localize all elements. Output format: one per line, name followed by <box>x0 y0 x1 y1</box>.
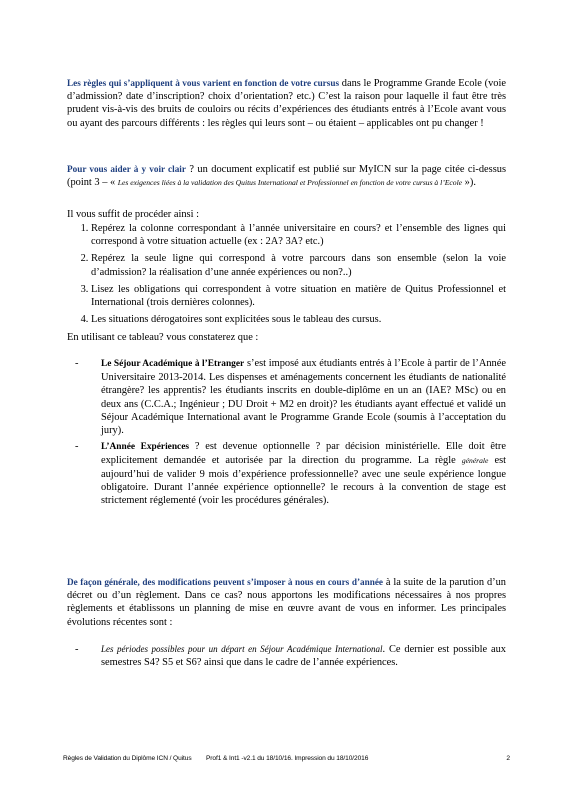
help-document-title: Les exigences liées à la validation des Quitus International et Professionnel en fonction de votre cursus à l’Ecole <box>117 178 463 188</box>
changes-paragraph <box>67 576 506 629</box>
help-body: ? un document explicatif est publié sur MyICN sur la page citée ci-dessus (point 3 – « <box>67 164 506 189</box>
step-item: 3. Lisez les obligations qui correspondent à votre situation en matière de Quitus Professionnel et International (trois dernières colonnes). <box>91 283 506 309</box>
step-item: 2. Repérez la seule ligne qui correspond à votre parcours dans son ensemble (selon la voie d’admission? la réalisation d’une année expériences ou non?..) <box>91 252 506 278</box>
experience-year-italic: générale <box>461 456 489 466</box>
recent-changes-list <box>67 643 506 672</box>
changes-body: à la suite de la parution d’un décret ou d’un règlement. Dans ce cas? nous apportons les modifications nécessaires à nos propres règlements et établissons un planning de mise en œuvre avant de vous en informer. Les principales évolutions récentes sont : <box>67 577 506 628</box>
footer-document-title: Règles de Validation du Diplôme ICN / Quitus <box>63 755 192 762</box>
step-item: 1. Repérez la colonne correspondant à l’année universitaire en cours? et l’ensemble des lignes qui correspond à votre situation actuelle (ex : 2A? 3A? etc.) <box>91 222 506 248</box>
intro-paragraph <box>67 77 506 130</box>
page-footer <box>63 752 510 765</box>
help-paragraph <box>67 163 506 189</box>
experience-year-body-end: est aujourd’hui de valider 9 mois d’expérience professionnelle? avec une seule expérience longue obligatoire. Durant l’année expérience optionnelle? le recours à la convention de stage est strictement réglementé (voir les procédures générales). <box>101 455 507 507</box>
procedure-intro: Il vous suffit de procéder ainsi : <box>67 209 199 220</box>
study-abroad-body: s’est imposé aux étudiants entrés à l’Ecole à partir de l’Année Universitaire 2013-2014. Les dispenses et aménagements concernent les étudiants de nationalité étrangère? les apprentis? les étudiants inscrits en double-diplôme en un an (IAE? MSc) ou en deux ans (C.C.A.; Ingénieur ; DU Droit + M2 en droit)? les étudiants ayant effectué et validé un Séjour Académique International avant le Programme Grande Ecole (soumis à l’acceptation du jury). <box>101 358 506 437</box>
intro-lead: Les règles qui s’appliquent à vous varient en fonction de votre cursus <box>67 78 340 88</box>
departure-periods-lead: Les périodes possibles pour un départ en Séjour Académique International <box>101 644 383 654</box>
experience-year-lead: L’Année Expériences <box>101 442 190 453</box>
departure-periods-body: . Ce dernier est possible aux semestres S4? S5 et S6? ainsi que dans le cadre de l’année expériences. <box>101 644 507 669</box>
help-lead: Pour vous aider à y voir clair <box>67 164 186 174</box>
page-number: 2 <box>506 755 510 762</box>
list-item <box>101 643 506 669</box>
procedure-steps <box>67 222 506 330</box>
experience-year-body: ? est devenue optionnelle ? par décision ministérielle. Elle doit être explicitement demandée et autorisée par la direction du programme. La règle <box>101 441 506 467</box>
list-item <box>101 440 506 507</box>
study-abroad-lead: Le Séjour Académique à l’Etranger <box>101 359 245 369</box>
step-item: 4. Les situations dérogatoires sont explicitées sous le tableau des cursus. <box>91 313 506 326</box>
help-end: »). <box>462 177 476 189</box>
footer-version: Prof1 & Int1 -v2.1 du 18/10/16. Impression du 18/10/2016 <box>206 755 369 762</box>
intro-body: dans le Programme Grande Ecole (voie d’admission? date d’inscription? choix d’orientation? etc.) C’est la raison pour laquelle il faut être très prudent vis-à-vis des bruits de couloirs ou récits d’expériences des étudiants entrés à l’Ecole avant vous ou ayant des parcours différents : les règles qui leurs sont – ou étaient – applicables ont pu changer ! <box>67 78 506 129</box>
table-usage-intro: En utilisant ce tableau? vous constaterez que : <box>67 332 259 343</box>
changes-lead: De façon générale, des modifications peuvent s’imposer à nous en cours d’année <box>67 577 383 587</box>
observations-list <box>67 357 506 510</box>
list-item <box>101 357 506 437</box>
